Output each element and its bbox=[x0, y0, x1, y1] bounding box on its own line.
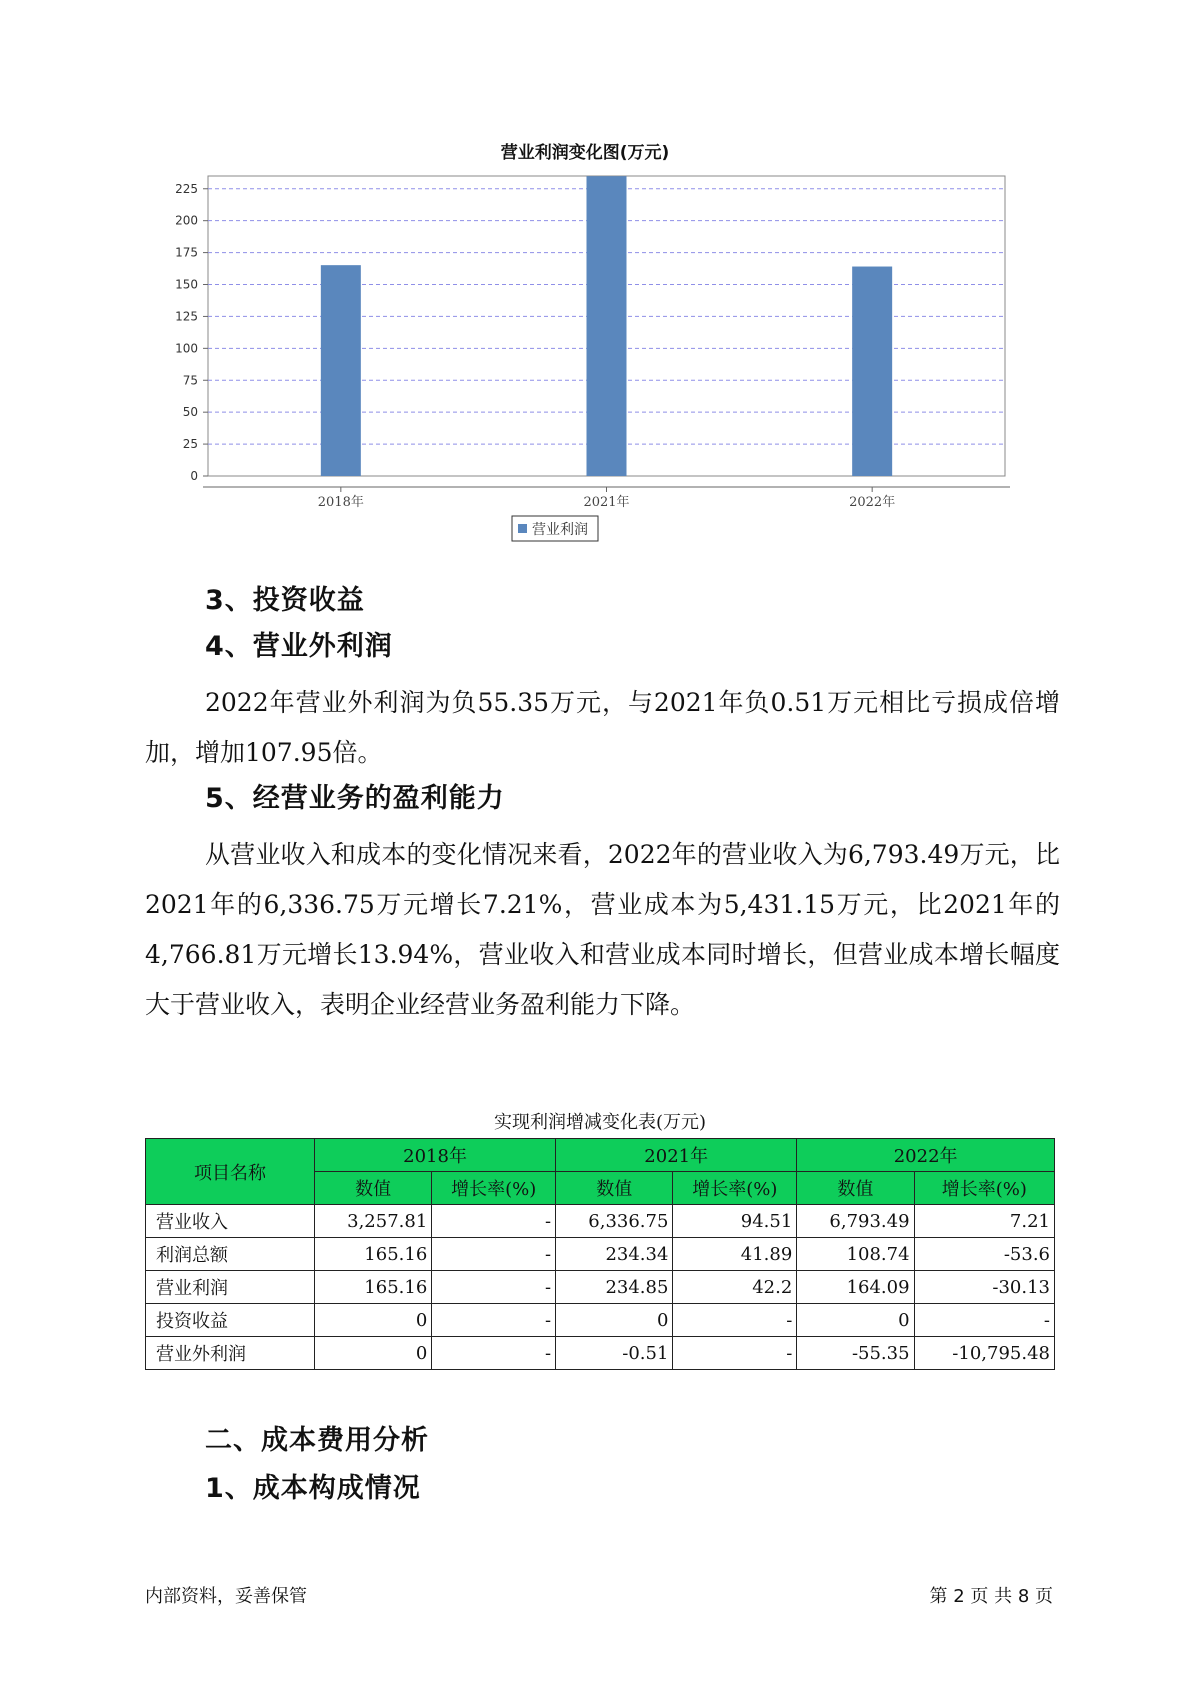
header-value: 数值 bbox=[556, 1172, 673, 1205]
table-cell: -10,795.48 bbox=[914, 1337, 1054, 1370]
table-cell: 0 bbox=[315, 1337, 432, 1370]
profit-table bbox=[145, 1138, 1055, 1370]
table-cell: 6,793.49 bbox=[797, 1205, 914, 1238]
table-cell: - bbox=[432, 1205, 556, 1238]
table-row bbox=[146, 1271, 1055, 1304]
row-name: 营业收入 bbox=[146, 1205, 315, 1238]
table-cell: - bbox=[432, 1337, 556, 1370]
y-tick-label: 125 bbox=[175, 309, 198, 324]
table-cell: 108.74 bbox=[797, 1238, 914, 1271]
paragraph-non-operating-profit: 2022年营业外利润为负55.35万元，与2021年负0.51万元相比亏损成倍增加，增加107.95倍。 bbox=[145, 688, 1060, 767]
table-cell: - bbox=[673, 1304, 797, 1337]
table-cell: 42.2 bbox=[673, 1271, 797, 1304]
x-tick-label: 2018年 bbox=[317, 495, 364, 510]
header-year-2018: 2018年 bbox=[315, 1139, 556, 1172]
legend-label: 营业利润 bbox=[532, 522, 588, 538]
profit-chart bbox=[150, 138, 1020, 598]
y-tick-label: 100 bbox=[175, 341, 198, 356]
table-cell: -30.13 bbox=[914, 1271, 1054, 1304]
table-row bbox=[146, 1238, 1055, 1271]
row-name: 营业外利润 bbox=[146, 1337, 315, 1370]
heading-cost-analysis: 二、成本费用分析 bbox=[205, 1425, 429, 1456]
table-cell: - bbox=[432, 1304, 556, 1337]
chart-title: 营业利润变化图(万元) bbox=[500, 143, 670, 163]
table-cell: - bbox=[914, 1304, 1054, 1337]
header-item-name: 项目名称 bbox=[146, 1139, 315, 1205]
table-row bbox=[146, 1337, 1055, 1370]
paragraph-profitability: 从营业收入和成本的变化情况来看，2022年的营业收入为6,793.49万元，比2021年的6,336.75万元增长7.21%，营业成本为5,431.15万元，比2021年的4,766.81万元增长13.94%，营业收入和营业成本同时增长，但营业成本增长幅度大于营业收入，表明企业经营业务盈利能力下降。 bbox=[145, 840, 1060, 1019]
y-tick-label: 0 bbox=[190, 469, 198, 483]
y-tick-label: 50 bbox=[182, 405, 198, 420]
row-name: 利润总额 bbox=[146, 1238, 315, 1271]
y-tick-label: 225 bbox=[175, 181, 198, 196]
footer-page-number: 第 2 页 共 8 页 bbox=[929, 1586, 1053, 1607]
table-cell: 0 bbox=[315, 1304, 432, 1337]
table-title: 实现利润增减变化表(万元) bbox=[493, 1112, 707, 1133]
table-cell: 234.34 bbox=[556, 1238, 673, 1271]
heading-cost-structure: 1、成本构成情况 bbox=[205, 1473, 421, 1504]
header-value: 数值 bbox=[797, 1172, 914, 1205]
y-tick-label: 175 bbox=[175, 245, 198, 260]
table-cell: 6,336.75 bbox=[556, 1205, 673, 1238]
table-cell: 234.85 bbox=[556, 1271, 673, 1304]
row-name: 营业利润 bbox=[146, 1271, 315, 1304]
bar-2021年 bbox=[587, 176, 627, 476]
table-cell: - bbox=[432, 1271, 556, 1304]
header-growth: 增长率(%) bbox=[914, 1172, 1054, 1205]
heading-non-operating-profit: 4、营业外利润 bbox=[205, 631, 393, 662]
table-cell: 165.16 bbox=[315, 1271, 432, 1304]
table-cell: -55.35 bbox=[797, 1337, 914, 1370]
heading-profitability: 5、经营业务的盈利能力 bbox=[205, 783, 505, 814]
header-value: 数值 bbox=[315, 1172, 432, 1205]
table-cell: -0.51 bbox=[556, 1337, 673, 1370]
table-cell: - bbox=[432, 1238, 556, 1271]
table-cell: 7.21 bbox=[914, 1205, 1054, 1238]
table-cell: 164.09 bbox=[797, 1271, 914, 1304]
table-cell: 0 bbox=[556, 1304, 673, 1337]
table-cell: 94.51 bbox=[673, 1205, 797, 1238]
bar-2022年 bbox=[852, 267, 892, 476]
y-tick-label: 200 bbox=[175, 213, 198, 228]
table-cell: - bbox=[673, 1337, 797, 1370]
table-cell: 0 bbox=[797, 1304, 914, 1337]
y-tick-label: 75 bbox=[182, 373, 198, 388]
table-row bbox=[146, 1205, 1055, 1238]
x-tick-label: 2021年 bbox=[583, 495, 630, 510]
footer-confidential: 内部资料，妥善保管 bbox=[145, 1586, 307, 1607]
table-cell: 41.89 bbox=[673, 1238, 797, 1271]
legend-swatch bbox=[518, 524, 527, 533]
table-cell: 165.16 bbox=[315, 1238, 432, 1271]
bar-2018年 bbox=[321, 265, 361, 476]
header-year-2021: 2021年 bbox=[556, 1139, 797, 1172]
table-cell: -53.6 bbox=[914, 1238, 1054, 1271]
row-name: 投资收益 bbox=[146, 1304, 315, 1337]
header-growth: 增长率(%) bbox=[432, 1172, 556, 1205]
table-row bbox=[146, 1304, 1055, 1337]
table-cell: 3,257.81 bbox=[315, 1205, 432, 1238]
y-tick-label: 25 bbox=[182, 437, 198, 452]
header-growth: 增长率(%) bbox=[673, 1172, 797, 1205]
y-tick-label: 150 bbox=[175, 277, 198, 292]
x-tick-label: 2022年 bbox=[849, 495, 896, 510]
heading-investment-income: 3、投资收益 bbox=[205, 585, 365, 616]
header-year-2022: 2022年 bbox=[797, 1139, 1055, 1172]
chart-svg bbox=[150, 138, 1020, 598]
